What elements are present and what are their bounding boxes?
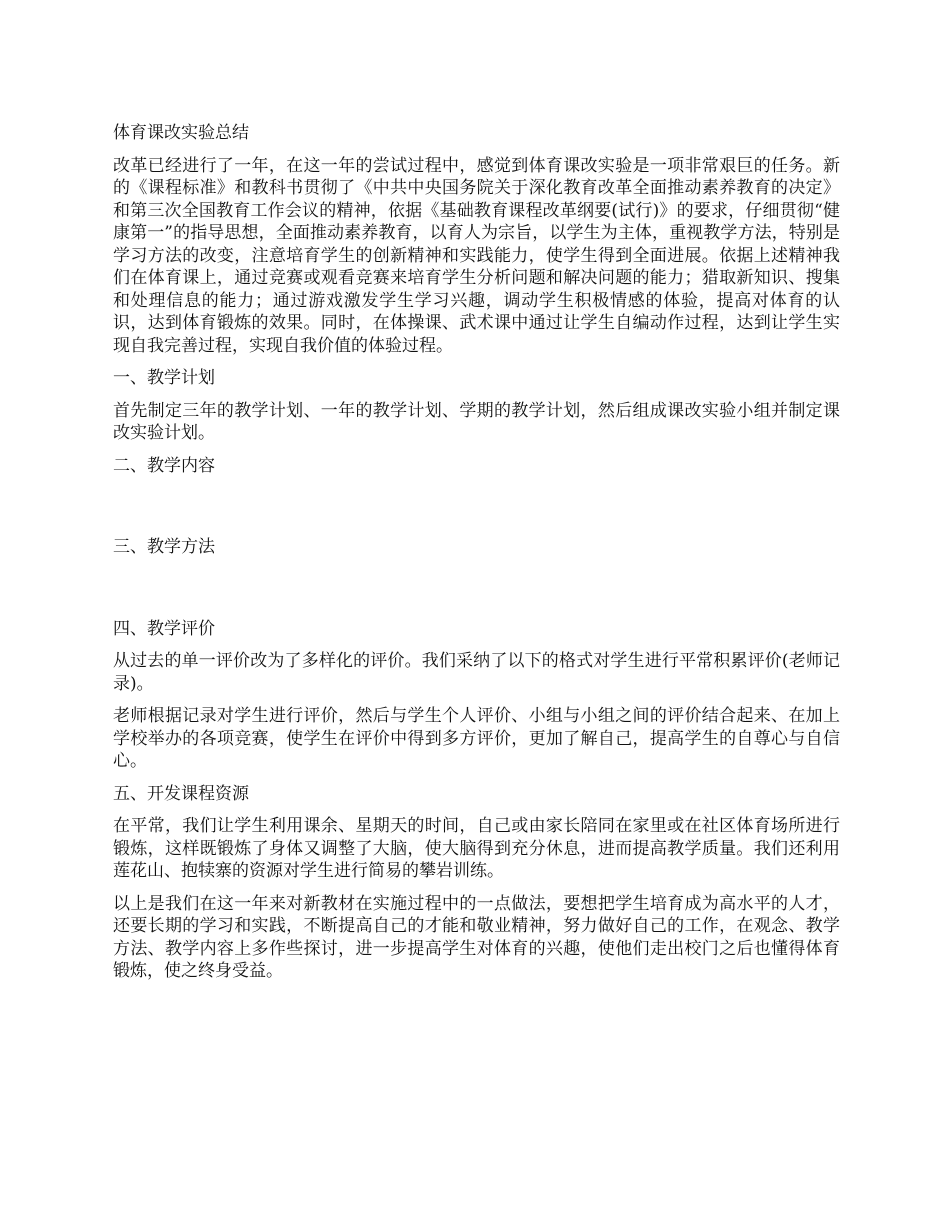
empty-section-space xyxy=(113,487,840,536)
document-page xyxy=(113,122,840,993)
section-evaluation-paragraph-2: 老师根据记录对学生进行评价，然后与学生个人评价、小组与小组之间的评价结合起来、在加上学校举办的各项竞赛，使学生在评价中得到多方评价，更加了解自己，提高学生的自尊心与自信心。 xyxy=(113,706,840,771)
section-heading-content: 二、教学内容 xyxy=(113,455,215,476)
section-resources-paragraph: 在平常，我们让学生利用课余、星期天的时间，自己或由家长陪同在家里或在社区体育场所进行锻炼，这样既锻炼了身体又调整了大脑，使大脑得到充分休息，进而提高教学质量。我们还利用莲花山、抱犊寨的资源对学生进行简易的攀岩训练。 xyxy=(113,816,840,881)
empty-section-space xyxy=(113,569,840,618)
section-heading-method: 三、教学方法 xyxy=(113,537,215,557)
section-heading-plan: 一、教学计划 xyxy=(113,368,215,388)
intro-paragraph: 改革已经进行了一年，在这一年的尝试过程中，感觉到体育课改实验是一项非常艰巨的任务。新的《课程标准》和教科书贯彻了《中共中央国务院关于深化教育改革全面推动素养教育的决定》和第三次全国教育工作会议的精神，依据《基础教育课程改革纲要(试行)》的要求，仔细贯彻“健康第一”的指导思想，全面推动素养教育，以育人为宗旨，以学生为主体，重视教学方法，特别是学习方法的改变，注意培育学生的创新精神和实践能力，使学生得到全面进展。依据上述精神我们在体育课上，通过竞赛或观看竞赛来培育学生分析问题和解决问题的能力；猎取新知识、搜集和处理信息的能力；通过游戏激发学生学习兴趣，调动学生积极情感的体验，提高对体育的认识，达到体育锻炼的效果。同时，在体操课、武术课中通过让学生自编动作过程，达到让学生实现自我完善过程，实现自我价值的体验过程。 xyxy=(113,155,840,356)
section-evaluation-paragraph-1: 从过去的单一评价改为了多样化的评价。我们采纳了以下的格式对学生进行平常积累评价(老师记录)。 xyxy=(113,651,840,694)
section-heading-resources: 五、开发课程资源 xyxy=(113,783,249,804)
document-title: 体育课改实验总结 xyxy=(113,123,249,143)
section-plan-paragraph: 首先制定三年的教学计划、一年的教学计划、学期的教学计划，然后组成课改实验小组并制定课改实验计划。 xyxy=(113,400,840,443)
conclusion-paragraph: 以上是我们在这一年来对新教材在实施过程中的一点做法，要想把学生培育成为高水平的人才，还要长期的学习和实践，不断提高自己的才能和敬业精神，努力做好自己的工作，在观念、教学方法、教学内容上多作些探讨，进一步提高学生对体育的兴趣，使他们走出校门之后也懂得体育锻炼，使之终身受益。 xyxy=(113,893,840,981)
section-heading-evaluation: 四、教学评价 xyxy=(113,618,215,639)
